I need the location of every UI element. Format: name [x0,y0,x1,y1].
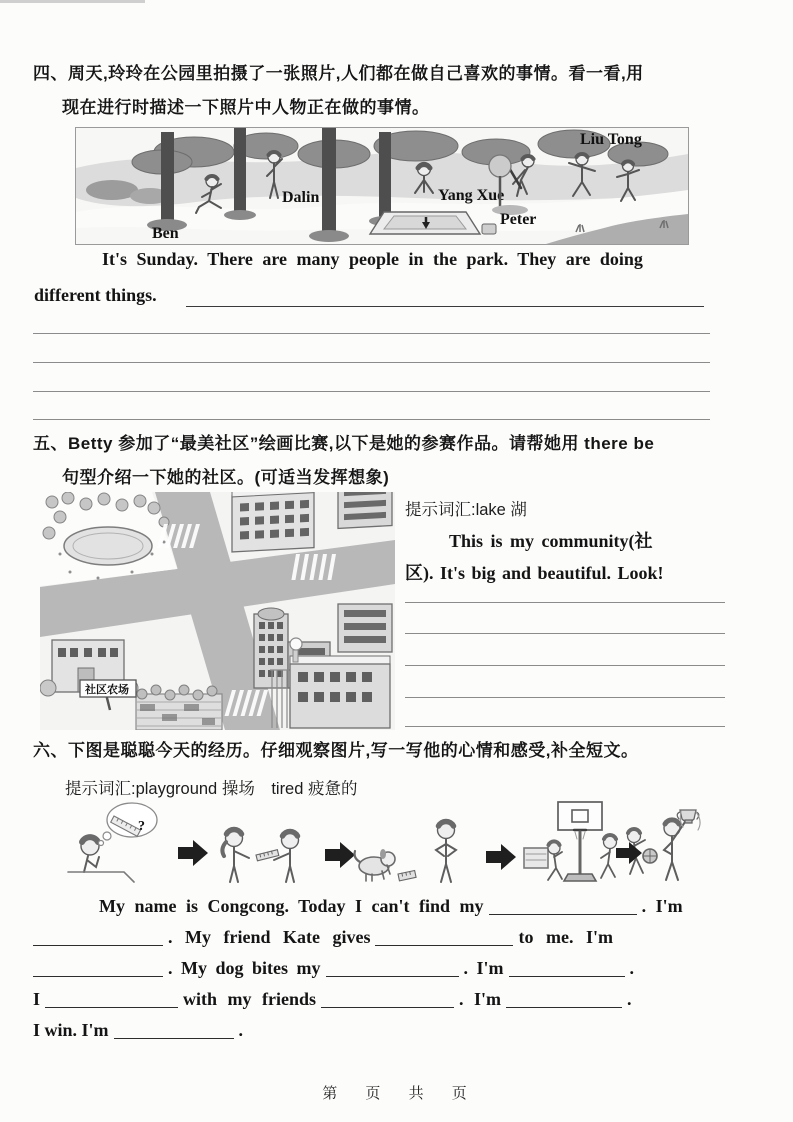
answer-line [405,633,725,634]
section5-intro-line2: 区). It's big and beautiful. Look! [405,563,664,583]
fill-line-4 [33,989,725,1010]
fill-text: . My dog bites my [168,958,321,978]
answer-line [33,419,710,420]
fill-text: . [627,989,632,1009]
community-illustration-frame [40,492,395,735]
section4-title-line1: 四、周天,玲玲在公园里拍摄了一张照片,人们都在做自己喜欢的事情。看一看,用 [33,64,644,83]
answer-blank [321,992,454,1008]
scene-trophy [664,810,700,880]
answer-blank [114,1023,234,1039]
scene-boy-thinking [68,803,157,882]
arrow-icon [178,840,208,866]
building-top [232,492,314,552]
answer-line [186,306,704,307]
answer-blank [375,930,513,946]
park-illustration [76,128,688,244]
section4-title-line2: 现在进行时描述一下照片中人物正在做的事情。 [62,98,430,117]
scan-edge-artifact [0,0,145,3]
section4-intro-line2: different things. [34,285,157,305]
page-footer: 第 页 共 页 [322,1085,471,1102]
answer-line [33,362,710,363]
fill-line-5 [33,1020,725,1041]
scene-basketball [524,802,657,881]
arrow-icon [325,842,355,868]
fill-line-3 [33,958,725,979]
fill-text: with my friends [183,989,317,1009]
arrow-icon [486,844,516,870]
answer-blank [45,992,178,1008]
section6-hint: 提示词汇:playground 操场 tired 疲惫的 [65,780,358,798]
park-illustration-frame [75,127,689,245]
answer-line [405,665,725,666]
answer-blank [509,961,625,977]
section6-title: 六、下图是聪聪今天的经历。仔细观察图片,写一写他的心情和感受,补全短文。 [33,741,639,760]
answer-line [33,333,710,334]
fill-text: . [629,958,634,978]
question-mark: ? [138,819,145,834]
label-dalin: Dalin [282,189,320,206]
section5-title-line1: 五、Betty 参加了“最美社区”绘画比赛,以下是她的参赛作品。请帮她用 there be [33,434,655,453]
fill-text: . I'm [463,958,504,978]
community-illustration [40,492,395,730]
section5-title-line2: 句型介绍一下她的社区。(可适当发挥想象) [62,468,390,487]
scene-dog-bites [355,822,456,883]
label-yangxue: Yang Xue [438,187,505,204]
label-peter: Peter [500,211,537,228]
fill-text: My name is Congcong. Today I can't find my [99,896,484,916]
label-liutong: Liu Tong [580,131,642,148]
comic-strip-frame [62,800,702,900]
section4-intro-line1: It's Sunday. There are many people in the park. They are doing [102,249,643,269]
fill-text: . My friend Kate gives [168,927,371,947]
fill-line-2 [33,927,725,948]
fill-text: . I'm [459,989,502,1009]
fill-text: to me. I'm [518,927,613,947]
scene-kate-gives-ruler [222,830,298,883]
bucket [482,224,496,234]
fill-text: I win. I'm [33,1020,109,1040]
answer-blank [506,992,622,1008]
fill-text: I [33,989,41,1009]
fill-text: . [238,1020,244,1040]
section5-intro-line1: This is my community(社 [449,531,653,551]
answer-blank [33,961,163,977]
fill-text: . I'm [641,896,683,916]
fill-line-1 [33,896,791,917]
label-ben: Ben [152,225,179,242]
chewed-ruler [398,870,416,880]
building-right-top [338,492,392,528]
section5-hint: 提示词汇:lake 湖 [405,501,527,519]
answer-line [405,697,725,698]
answer-blank [33,930,163,946]
building-right-mid [338,604,392,652]
comic-strip [62,800,702,895]
farm-sign-label: 社区农场 [85,684,129,696]
answer-blank [489,899,637,915]
sapling [489,155,511,177]
answer-blank [326,961,459,977]
answer-line [405,726,725,727]
answer-line [33,391,710,392]
answer-line [405,602,725,603]
